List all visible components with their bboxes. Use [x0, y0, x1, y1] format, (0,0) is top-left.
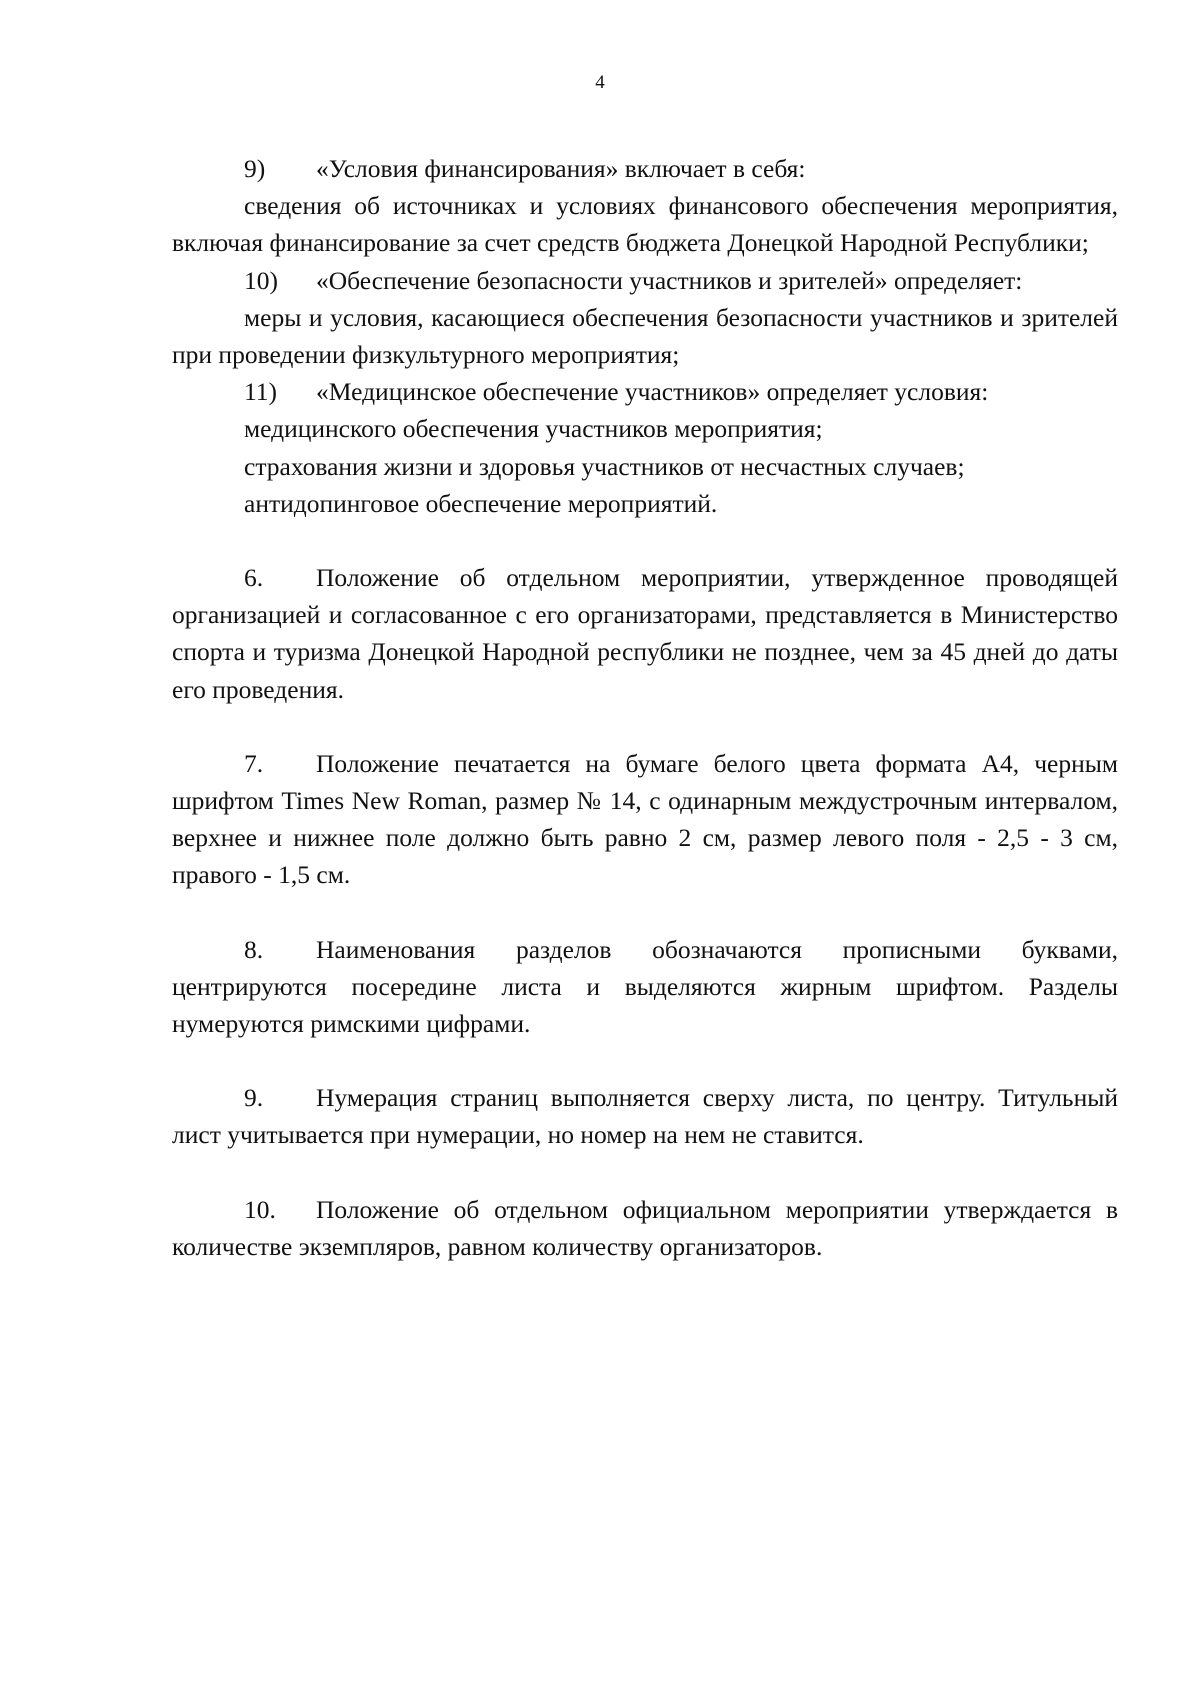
item-10-number: 10)	[244, 265, 278, 295]
item-11-number: 11)	[244, 377, 278, 407]
spacer	[172, 522, 1118, 559]
page-number: 4	[595, 72, 605, 93]
clause-10-text: Положение об отдельном официальном мероприятии утверждается в количестве экземпляров, равном количеству организаторов.	[172, 1194, 1118, 1261]
item-11-heading	[172, 373, 1118, 410]
spacer	[172, 1042, 1118, 1079]
clause-6	[172, 559, 1118, 708]
item-11-paragraph-1: медицинского обеспечения участников мероприятия;	[244, 414, 823, 444]
spacer	[172, 894, 1118, 931]
clause-8-text: Наименования разделов обозначаются прописными буквами, центрируются посередине листа и выделяются жирным шрифтом. Разделы нумеруются римскими цифрами.	[172, 934, 1118, 1039]
item-10-paragraph: меры и условия, касающиеся обеспечения безопасности участников и зрителей при проведении физкультурного мероприятия;	[172, 302, 1118, 370]
clause-6-text: Положение об отдельном мероприятии, утвержденное проводящей организацией и согласованное с его организаторами, представляется в Министерство спорта и туризма Донецкой Народной республики не позднее, чем за 45 дней до даты его проведения.	[172, 563, 1118, 704]
spacer	[172, 1154, 1118, 1191]
spacer	[172, 708, 1118, 745]
item-9-paragraph: сведения об источниках и условиях финансового обеспечения мероприятия, включая финансирование за счет средств бюджета Донецкой Народной Республики;	[172, 191, 1118, 258]
item-10-title: «Обеспечение безопасности участников и зрителей» определяет:	[316, 265, 1023, 295]
clause-7	[172, 745, 1118, 894]
clause-7-number: 7.	[244, 748, 264, 778]
clause-8	[172, 931, 1118, 1043]
document-body	[172, 150, 1118, 1265]
clause-9-number: 9.	[244, 1083, 264, 1113]
clause-10	[172, 1191, 1118, 1265]
item-11-title: «Медицинское обеспечение участников» определяет условия:	[316, 377, 989, 407]
item-9-number: 9)	[244, 154, 266, 183]
item-11-paragraph-3: антидопинговое обеспечение мероприятий.	[244, 488, 718, 518]
clause-8-number: 8.	[244, 934, 264, 964]
clause-6-number: 6.	[244, 563, 264, 593]
item-9-title: «Условия финансирования» включает в себя:	[316, 154, 806, 183]
item-9-heading	[172, 150, 1118, 187]
clause-10-number: 10.	[244, 1194, 276, 1224]
item-10-heading	[172, 262, 1118, 299]
item-11-paragraph-2: страхования жизни и здоровья участников от несчастных случаев;	[244, 451, 965, 481]
clause-7-text: Положение печатается на бумаге белого цвета формата А4, черным шрифтом Times New Roman, размер № 14, с одинарным междустрочным интервалом, верхнее и нижнее поле должно быть равно 2 см, размер левого поля - 2,5 - 3 см, правого - 1,5 см.	[172, 748, 1118, 890]
clause-9	[172, 1079, 1118, 1153]
clause-9-text: Нумерация страниц выполняется сверху листа, по центру. Титульный лист учитывается при нумерации, но номер на нем не ставится.	[172, 1083, 1118, 1150]
